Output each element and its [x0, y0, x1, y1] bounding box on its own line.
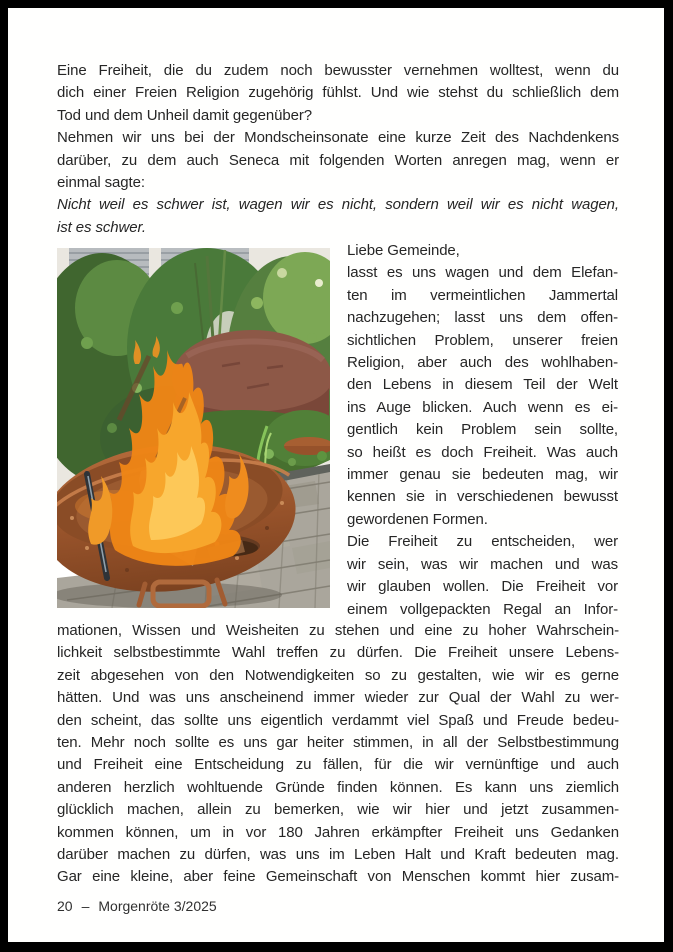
text-line: so heißt es doch Freiheit. Was auch — [347, 443, 618, 461]
text-line: dich einer Freien Religion zugehörig fühlst. Und wie stehst du schließlich dem — [57, 84, 619, 102]
column-paragraph — [347, 240, 618, 621]
text-line: anderen herzlich wohltuende Gründe finden können. Es kann uns ziemlich — [57, 778, 619, 796]
text-line: Gar eine kleine, aber feine Gemeinschaft von Menschen kommt hier zusam- — [57, 868, 619, 886]
text-line: immer genau sie bedeuten mag, wir — [347, 466, 618, 484]
fire-bowl-photo-graphic — [57, 248, 330, 608]
intro-paragraph — [57, 60, 619, 194]
text-line: ins Auge blicken. Auch wenn es ei- — [347, 398, 618, 416]
text-line: zeit abgesehen von den Notwendigkeiten so zu gestalten, wie wir es gerne — [57, 666, 619, 684]
text-line: wir glauben wollen. Die Freiheit vor — [347, 578, 618, 596]
text-line: Tod und dem Unheil damit gegenüber? — [57, 106, 313, 124]
text-line: darüber, zu dem auch Seneca mit folgenden Worten anregen mag, wenn er — [57, 151, 619, 169]
body-paragraph — [57, 620, 619, 889]
text-line: Liebe Gemeinde, — [347, 242, 460, 259]
text-line: Nicht weil es schwer ist, wagen wir es nicht, sondern weil wir es nicht wagen, — [57, 196, 619, 214]
text-line: Eine Freiheit, die du zudem noch bewusster vernehmen wolltest, wenn du — [57, 62, 619, 79]
text-line: sichtlichen Problem, unserer freien — [347, 331, 618, 349]
text-line: ten. Mehr noch sollte es uns gar heiter stimmen, in all der Selbstbestimmung — [57, 734, 619, 752]
text-line: nachzugehen; lasst uns dem offen- — [347, 309, 618, 327]
text-line: und Freiheit eine Entscheidung zu fällen, für die wir vernünftige und auch — [57, 756, 619, 774]
text-line: darüber machen zu dürfen, was uns im Leben Halt und Kraft bedeuten mag. — [57, 846, 619, 864]
text-line: ist es schwer. — [57, 218, 146, 236]
text-line: gentlich kein Problem sein sollte, — [347, 421, 618, 439]
text-line: glücklich machen, allein zu bemerken, wie wir hier und jetzt zusammen- — [57, 801, 619, 819]
text-line: mationen, Wissen und Weisheiten zu stehen und eine zu hoher Wahrschein- — [57, 622, 619, 639]
footer-separator: – — [81, 898, 90, 914]
text-line: gewordenen Formen. — [347, 510, 488, 528]
text-line: Nehmen wir uns bei der Mondscheinsonate eine kurze Zeit des Nachdenkens — [57, 129, 619, 147]
text-line: einmal sagte: — [57, 174, 145, 192]
text-line: einem vollgepackten Regal an Infor- — [347, 600, 618, 618]
text-line: hätten. Und was uns anscheinend immer wieder zur Qual der Wahl zu wer- — [57, 689, 619, 707]
text-line: kennen sie in verschiedenen bewusst — [347, 488, 618, 506]
text-line: wir sein, was wir machen und was — [347, 555, 618, 573]
text-line: Die Freiheit zu entscheiden, wer — [347, 533, 618, 551]
text-line: ten im vermeintlichen Jammertal — [347, 286, 618, 304]
page-footer — [57, 897, 619, 915]
text-line: den scheint, das sollte uns eigentlich verdammt viel Spaß und Freude bedeu- — [57, 711, 619, 729]
issue-label: Morgenröte 3/2025 — [98, 898, 217, 914]
text-line: den Lebens in diesem Teil der Welt — [347, 376, 618, 394]
text-line: lichkeit selbstbestimmte Wahl treffen zu dürfen. Die Freiheit unsere Lebens- — [57, 644, 619, 662]
fire-bowl-photo — [57, 248, 330, 608]
text-line: lasst es uns wagen und dem Elefan- — [347, 264, 618, 282]
seneca-quote — [57, 194, 619, 239]
page-number: 20 — [57, 898, 73, 914]
text-line: Religion, aber auch des wohlhaben- — [347, 354, 618, 372]
text-line: kommen können, um in vor 180 Jahren erkämpfter Freiheit uns Gedanken — [57, 823, 619, 841]
